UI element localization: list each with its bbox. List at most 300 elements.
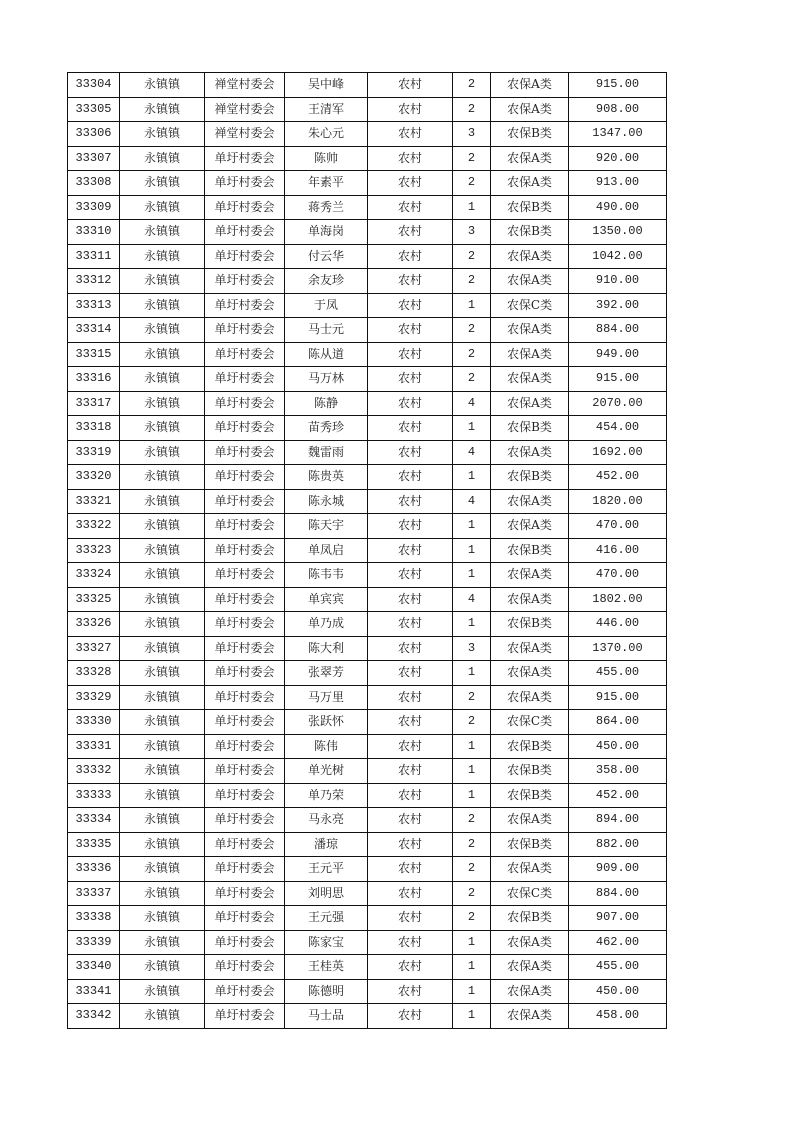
- member-count-cell: 2: [453, 881, 491, 906]
- id-cell: 33326: [68, 612, 120, 637]
- category-cell: 农保B类: [491, 906, 569, 931]
- household-type-cell: 农村: [368, 489, 453, 514]
- village-cell: 单圩村委会: [205, 514, 285, 539]
- member-count-cell: 1: [453, 979, 491, 1004]
- name-cell: 单海岗: [285, 220, 368, 245]
- table-row: [68, 734, 667, 759]
- table-row: [68, 538, 667, 563]
- member-count-cell: 3: [453, 636, 491, 661]
- household-type-cell: 农村: [368, 146, 453, 171]
- category-cell: 农保A类: [491, 146, 569, 171]
- table-row: [68, 930, 667, 955]
- id-cell: 33315: [68, 342, 120, 367]
- household-type-cell: 农村: [368, 930, 453, 955]
- member-count-cell: 2: [453, 857, 491, 882]
- name-cell: 单乃成: [285, 612, 368, 637]
- town-cell: 永镇镇: [120, 955, 205, 980]
- table-row: [68, 269, 667, 294]
- amount-cell: 882.00: [569, 832, 667, 857]
- member-count-cell: 2: [453, 342, 491, 367]
- household-type-cell: 农村: [368, 587, 453, 612]
- name-cell: 潘琼: [285, 832, 368, 857]
- town-cell: 永镇镇: [120, 636, 205, 661]
- id-cell: 33336: [68, 857, 120, 882]
- amount-cell: 452.00: [569, 465, 667, 490]
- table-row: [68, 759, 667, 784]
- name-cell: 陈韦韦: [285, 563, 368, 588]
- category-cell: 农保A类: [491, 1004, 569, 1029]
- household-type-cell: 农村: [368, 440, 453, 465]
- id-cell: 33323: [68, 538, 120, 563]
- amount-cell: 910.00: [569, 269, 667, 294]
- household-type-cell: 农村: [368, 195, 453, 220]
- category-cell: 农保B类: [491, 465, 569, 490]
- amount-cell: 2070.00: [569, 391, 667, 416]
- table-row: [68, 612, 667, 637]
- id-cell: 33311: [68, 244, 120, 269]
- village-cell: 禅堂村委会: [205, 73, 285, 98]
- category-cell: 农保A类: [491, 685, 569, 710]
- household-type-cell: 农村: [368, 563, 453, 588]
- town-cell: 永镇镇: [120, 881, 205, 906]
- amount-cell: 864.00: [569, 710, 667, 735]
- village-cell: 单圩村委会: [205, 1004, 285, 1029]
- category-cell: 农保A类: [491, 979, 569, 1004]
- household-type-cell: 农村: [368, 1004, 453, 1029]
- household-type-cell: 农村: [368, 318, 453, 343]
- table-row: [68, 661, 667, 686]
- name-cell: 王元强: [285, 906, 368, 931]
- village-cell: 单圩村委会: [205, 146, 285, 171]
- category-cell: 农保B类: [491, 538, 569, 563]
- household-type-cell: 农村: [368, 391, 453, 416]
- category-cell: 农保B类: [491, 122, 569, 147]
- household-type-cell: 农村: [368, 881, 453, 906]
- member-count-cell: 2: [453, 906, 491, 931]
- category-cell: 农保B类: [491, 612, 569, 637]
- town-cell: 永镇镇: [120, 538, 205, 563]
- household-type-cell: 农村: [368, 416, 453, 441]
- table-row: [68, 171, 667, 196]
- amount-cell: 915.00: [569, 73, 667, 98]
- village-cell: 单圩村委会: [205, 465, 285, 490]
- category-cell: 农保B类: [491, 416, 569, 441]
- amount-cell: 909.00: [569, 857, 667, 882]
- category-cell: 农保A类: [491, 514, 569, 539]
- table-row: [68, 342, 667, 367]
- amount-cell: 446.00: [569, 612, 667, 637]
- amount-cell: 450.00: [569, 734, 667, 759]
- town-cell: 永镇镇: [120, 293, 205, 318]
- member-count-cell: 1: [453, 465, 491, 490]
- village-cell: 单圩村委会: [205, 587, 285, 612]
- name-cell: 张翠芳: [285, 661, 368, 686]
- town-cell: 永镇镇: [120, 1004, 205, 1029]
- amount-cell: 454.00: [569, 416, 667, 441]
- member-count-cell: 2: [453, 97, 491, 122]
- id-cell: 33322: [68, 514, 120, 539]
- household-type-cell: 农村: [368, 636, 453, 661]
- amount-cell: 1042.00: [569, 244, 667, 269]
- village-cell: 单圩村委会: [205, 636, 285, 661]
- id-cell: 33306: [68, 122, 120, 147]
- category-cell: 农保A类: [491, 269, 569, 294]
- amount-cell: 1370.00: [569, 636, 667, 661]
- household-type-cell: 农村: [368, 783, 453, 808]
- category-cell: 农保A类: [491, 587, 569, 612]
- category-cell: 农保C类: [491, 881, 569, 906]
- table-row: [68, 293, 667, 318]
- member-count-cell: 1: [453, 1004, 491, 1029]
- household-type-cell: 农村: [368, 244, 453, 269]
- village-cell: 单圩村委会: [205, 342, 285, 367]
- name-cell: 陈帅: [285, 146, 368, 171]
- category-cell: 农保B类: [491, 759, 569, 784]
- member-count-cell: 4: [453, 391, 491, 416]
- household-type-cell: 农村: [368, 220, 453, 245]
- id-cell: 33314: [68, 318, 120, 343]
- village-cell: 单圩村委会: [205, 881, 285, 906]
- id-cell: 33328: [68, 661, 120, 686]
- category-cell: 农保A类: [491, 563, 569, 588]
- town-cell: 永镇镇: [120, 685, 205, 710]
- member-count-cell: 1: [453, 930, 491, 955]
- amount-cell: 490.00: [569, 195, 667, 220]
- category-cell: 农保B类: [491, 832, 569, 857]
- category-cell: 农保A类: [491, 930, 569, 955]
- name-cell: 陈家宝: [285, 930, 368, 955]
- id-cell: 33310: [68, 220, 120, 245]
- category-cell: 农保A类: [491, 661, 569, 686]
- table-row: [68, 416, 667, 441]
- id-cell: 33332: [68, 759, 120, 784]
- name-cell: 马万林: [285, 367, 368, 392]
- town-cell: 永镇镇: [120, 734, 205, 759]
- category-cell: 农保A类: [491, 857, 569, 882]
- town-cell: 永镇镇: [120, 832, 205, 857]
- amount-cell: 450.00: [569, 979, 667, 1004]
- id-cell: 33321: [68, 489, 120, 514]
- table-row: [68, 563, 667, 588]
- name-cell: 马士品: [285, 1004, 368, 1029]
- category-cell: 农保A类: [491, 97, 569, 122]
- category-cell: 农保B类: [491, 195, 569, 220]
- name-cell: 苗秀珍: [285, 416, 368, 441]
- household-type-cell: 农村: [368, 661, 453, 686]
- village-cell: 单圩村委会: [205, 783, 285, 808]
- village-cell: 单圩村委会: [205, 220, 285, 245]
- amount-cell: 915.00: [569, 367, 667, 392]
- id-cell: 33335: [68, 832, 120, 857]
- amount-cell: 908.00: [569, 97, 667, 122]
- town-cell: 永镇镇: [120, 318, 205, 343]
- table-row: [68, 489, 667, 514]
- id-cell: 33307: [68, 146, 120, 171]
- amount-cell: 470.00: [569, 563, 667, 588]
- household-type-cell: 农村: [368, 612, 453, 637]
- table-row: [68, 220, 667, 245]
- member-count-cell: 1: [453, 734, 491, 759]
- household-type-cell: 农村: [368, 832, 453, 857]
- village-cell: 单圩村委会: [205, 734, 285, 759]
- category-cell: 农保A类: [491, 489, 569, 514]
- category-cell: 农保B类: [491, 220, 569, 245]
- id-cell: 33319: [68, 440, 120, 465]
- member-count-cell: 1: [453, 195, 491, 220]
- name-cell: 马永亮: [285, 808, 368, 833]
- household-type-cell: 农村: [368, 955, 453, 980]
- amount-cell: 1347.00: [569, 122, 667, 147]
- amount-cell: 913.00: [569, 171, 667, 196]
- village-cell: 单圩村委会: [205, 563, 285, 588]
- household-type-cell: 农村: [368, 465, 453, 490]
- member-count-cell: 2: [453, 244, 491, 269]
- household-type-cell: 农村: [368, 734, 453, 759]
- amount-cell: 1802.00: [569, 587, 667, 612]
- name-cell: 张跃怀: [285, 710, 368, 735]
- id-cell: 33337: [68, 881, 120, 906]
- town-cell: 永镇镇: [120, 489, 205, 514]
- name-cell: 陈从道: [285, 342, 368, 367]
- id-cell: 33324: [68, 563, 120, 588]
- village-cell: 单圩村委会: [205, 979, 285, 1004]
- town-cell: 永镇镇: [120, 661, 205, 686]
- id-cell: 33317: [68, 391, 120, 416]
- id-cell: 33338: [68, 906, 120, 931]
- village-cell: 单圩村委会: [205, 612, 285, 637]
- name-cell: 付云华: [285, 244, 368, 269]
- amount-cell: 1692.00: [569, 440, 667, 465]
- town-cell: 永镇镇: [120, 465, 205, 490]
- id-cell: 33340: [68, 955, 120, 980]
- name-cell: 于凤: [285, 293, 368, 318]
- id-cell: 33308: [68, 171, 120, 196]
- id-cell: 33320: [68, 465, 120, 490]
- town-cell: 永镇镇: [120, 514, 205, 539]
- town-cell: 永镇镇: [120, 587, 205, 612]
- id-cell: 33325: [68, 587, 120, 612]
- table-row: [68, 318, 667, 343]
- category-cell: 农保A类: [491, 318, 569, 343]
- town-cell: 永镇镇: [120, 563, 205, 588]
- category-cell: 农保A类: [491, 440, 569, 465]
- id-cell: 33334: [68, 808, 120, 833]
- category-cell: 农保A类: [491, 171, 569, 196]
- village-cell: 单圩村委会: [205, 661, 285, 686]
- name-cell: 王元平: [285, 857, 368, 882]
- category-cell: 农保A类: [491, 367, 569, 392]
- member-count-cell: 1: [453, 514, 491, 539]
- amount-cell: 452.00: [569, 783, 667, 808]
- table-row: [68, 1004, 667, 1029]
- id-cell: 33327: [68, 636, 120, 661]
- member-count-cell: 1: [453, 563, 491, 588]
- household-type-cell: 农村: [368, 73, 453, 98]
- id-cell: 33309: [68, 195, 120, 220]
- amount-cell: 1350.00: [569, 220, 667, 245]
- town-cell: 永镇镇: [120, 195, 205, 220]
- id-cell: 33305: [68, 97, 120, 122]
- name-cell: 朱心元: [285, 122, 368, 147]
- town-cell: 永镇镇: [120, 97, 205, 122]
- village-cell: 单圩村委会: [205, 269, 285, 294]
- town-cell: 永镇镇: [120, 171, 205, 196]
- name-cell: 单宾宾: [285, 587, 368, 612]
- name-cell: 王桂英: [285, 955, 368, 980]
- table-row: [68, 832, 667, 857]
- member-count-cell: 2: [453, 171, 491, 196]
- name-cell: 陈贵英: [285, 465, 368, 490]
- town-cell: 永镇镇: [120, 73, 205, 98]
- id-cell: 33339: [68, 930, 120, 955]
- village-cell: 单圩村委会: [205, 930, 285, 955]
- name-cell: 马万里: [285, 685, 368, 710]
- amount-cell: 455.00: [569, 955, 667, 980]
- household-type-cell: 农村: [368, 857, 453, 882]
- village-cell: 单圩村委会: [205, 955, 285, 980]
- village-cell: 禅堂村委会: [205, 97, 285, 122]
- table-row: [68, 783, 667, 808]
- name-cell: 陈伟: [285, 734, 368, 759]
- village-cell: 单圩村委会: [205, 318, 285, 343]
- table-row: [68, 685, 667, 710]
- town-cell: 永镇镇: [120, 220, 205, 245]
- town-cell: 永镇镇: [120, 367, 205, 392]
- name-cell: 年素平: [285, 171, 368, 196]
- village-cell: 单圩村委会: [205, 416, 285, 441]
- town-cell: 永镇镇: [120, 244, 205, 269]
- household-type-cell: 农村: [368, 293, 453, 318]
- town-cell: 永镇镇: [120, 979, 205, 1004]
- table-row: [68, 244, 667, 269]
- id-cell: 33318: [68, 416, 120, 441]
- name-cell: 王清军: [285, 97, 368, 122]
- table-row: [68, 367, 667, 392]
- category-cell: 农保A类: [491, 636, 569, 661]
- village-cell: 单圩村委会: [205, 808, 285, 833]
- name-cell: 马士元: [285, 318, 368, 343]
- village-cell: 单圩村委会: [205, 171, 285, 196]
- household-type-cell: 农村: [368, 514, 453, 539]
- amount-cell: 358.00: [569, 759, 667, 784]
- village-cell: 单圩村委会: [205, 710, 285, 735]
- member-count-cell: 4: [453, 440, 491, 465]
- category-cell: 农保A类: [491, 73, 569, 98]
- member-count-cell: 1: [453, 661, 491, 686]
- name-cell: 蒋秀兰: [285, 195, 368, 220]
- member-count-cell: 4: [453, 587, 491, 612]
- table-row: [68, 122, 667, 147]
- name-cell: 吴中峰: [285, 73, 368, 98]
- table-row: [68, 514, 667, 539]
- amount-cell: 894.00: [569, 808, 667, 833]
- category-cell: 农保A类: [491, 808, 569, 833]
- table-row: [68, 906, 667, 931]
- town-cell: 永镇镇: [120, 416, 205, 441]
- member-count-cell: 1: [453, 783, 491, 808]
- household-type-cell: 农村: [368, 342, 453, 367]
- id-cell: 33330: [68, 710, 120, 735]
- village-cell: 单圩村委会: [205, 440, 285, 465]
- table-row: [68, 587, 667, 612]
- member-count-cell: 1: [453, 293, 491, 318]
- table-row: [68, 857, 667, 882]
- village-cell: 单圩村委会: [205, 244, 285, 269]
- village-cell: 单圩村委会: [205, 391, 285, 416]
- town-cell: 永镇镇: [120, 440, 205, 465]
- id-cell: 33312: [68, 269, 120, 294]
- id-cell: 33341: [68, 979, 120, 1004]
- town-cell: 永镇镇: [120, 808, 205, 833]
- member-count-cell: 4: [453, 489, 491, 514]
- table-row: [68, 195, 667, 220]
- village-cell: 单圩村委会: [205, 195, 285, 220]
- household-type-cell: 农村: [368, 759, 453, 784]
- id-cell: 33329: [68, 685, 120, 710]
- village-cell: 单圩村委会: [205, 685, 285, 710]
- table-row: [68, 636, 667, 661]
- amount-cell: 462.00: [569, 930, 667, 955]
- name-cell: 陈永城: [285, 489, 368, 514]
- name-cell: 陈静: [285, 391, 368, 416]
- member-count-cell: 2: [453, 832, 491, 857]
- amount-cell: 884.00: [569, 318, 667, 343]
- amount-cell: 392.00: [569, 293, 667, 318]
- town-cell: 永镇镇: [120, 857, 205, 882]
- household-type-cell: 农村: [368, 171, 453, 196]
- table-row: [68, 955, 667, 980]
- beneficiary-table: [67, 72, 667, 1029]
- village-cell: 禅堂村委会: [205, 122, 285, 147]
- town-cell: 永镇镇: [120, 906, 205, 931]
- category-cell: 农保B类: [491, 783, 569, 808]
- member-count-cell: 2: [453, 367, 491, 392]
- town-cell: 永镇镇: [120, 391, 205, 416]
- table-row: [68, 881, 667, 906]
- household-type-cell: 农村: [368, 710, 453, 735]
- category-cell: 农保A类: [491, 244, 569, 269]
- member-count-cell: 2: [453, 685, 491, 710]
- member-count-cell: 2: [453, 318, 491, 343]
- id-cell: 33333: [68, 783, 120, 808]
- village-cell: 单圩村委会: [205, 489, 285, 514]
- household-type-cell: 农村: [368, 906, 453, 931]
- id-cell: 33313: [68, 293, 120, 318]
- town-cell: 永镇镇: [120, 783, 205, 808]
- town-cell: 永镇镇: [120, 269, 205, 294]
- household-type-cell: 农村: [368, 685, 453, 710]
- table-row: [68, 710, 667, 735]
- member-count-cell: 1: [453, 538, 491, 563]
- table-row: [68, 465, 667, 490]
- member-count-cell: 3: [453, 220, 491, 245]
- amount-cell: 907.00: [569, 906, 667, 931]
- town-cell: 永镇镇: [120, 146, 205, 171]
- village-cell: 单圩村委会: [205, 906, 285, 931]
- category-cell: 农保C类: [491, 293, 569, 318]
- town-cell: 永镇镇: [120, 342, 205, 367]
- member-count-cell: 1: [453, 955, 491, 980]
- town-cell: 永镇镇: [120, 612, 205, 637]
- household-type-cell: 农村: [368, 538, 453, 563]
- table-row: [68, 979, 667, 1004]
- id-cell: 33342: [68, 1004, 120, 1029]
- category-cell: 农保A类: [491, 342, 569, 367]
- village-cell: 单圩村委会: [205, 293, 285, 318]
- amount-cell: 416.00: [569, 538, 667, 563]
- household-type-cell: 农村: [368, 122, 453, 147]
- town-cell: 永镇镇: [120, 759, 205, 784]
